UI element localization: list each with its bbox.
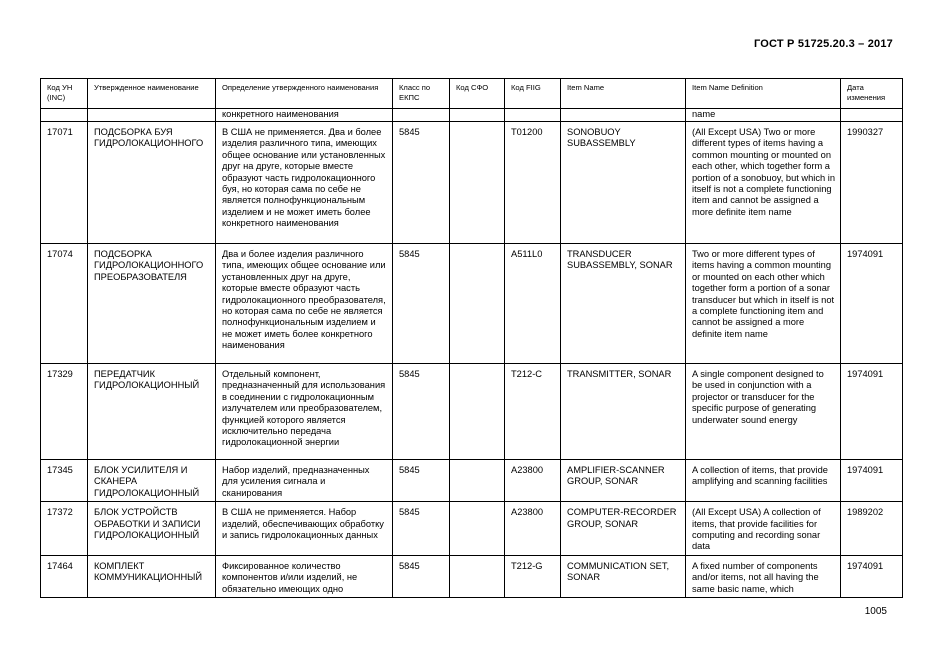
cell-item-def: A fixed number of components and/or items, not all having the same basic name, which [686, 555, 841, 597]
cell-inc [41, 109, 88, 122]
cell-name: ПОДСБОРКА БУЯ ГИДРОЛОКАЦИОННОГО [88, 122, 216, 244]
cell-fiig [505, 109, 561, 122]
cell-definition: конкретного наименования [216, 109, 393, 122]
cell-inc: 17071 [41, 122, 88, 244]
table-row [41, 364, 903, 460]
cell-name: БЛОК УСИЛИТЕЛЯ И СКАНЕРА ГИДРОЛОКАЦИОННЫЙ [88, 460, 216, 502]
cell-date: 1974091 [841, 460, 903, 502]
cell-item-name: AMPLIFIER-SCANNER GROUP, SONAR [561, 460, 686, 502]
cell-sfo [450, 364, 505, 460]
col-header-item-name: Item Name [561, 79, 686, 109]
table-row [41, 502, 903, 556]
cell-definition: Два и более изделия различного типа, имеющих общее основание или установленных друг на друге, которые вместе образуют часть гидролокационного преобразователя, но которая сама по себе не является полнофункциональным изделием и не может иметь более конкретного наименования [216, 244, 393, 364]
cell-item-def: A collection of items, that provide amplifying and scanning facilities [686, 460, 841, 502]
cell-item-name: TRANSDUCER SUBASSEMBLY, SONAR [561, 244, 686, 364]
cell-definition: В США не применяется. Два и более изделия различного типа, имеющих общее основание или установленных друг на друге, которые вместе образуют часть гидролокационного буя, но которая сама по себе не является полнофункциональным изделием и не может иметь более конкретного наименования [216, 122, 393, 244]
cell-fiig: A511L0 [505, 244, 561, 364]
cell-ekps [393, 109, 450, 122]
cell-item-name: TRANSMITTER, SONAR [561, 364, 686, 460]
cell-inc: 17345 [41, 460, 88, 502]
cell-name: КОМПЛЕКТ КОММУНИКАЦИОННЫЙ [88, 555, 216, 597]
cell-sfo [450, 502, 505, 556]
cell-ekps: 5845 [393, 122, 450, 244]
table-header-row [41, 79, 903, 109]
cell-item-name: SONOBUOY SUBASSEMBLY [561, 122, 686, 244]
cell-date: 1974091 [841, 364, 903, 460]
col-header-fiig: Код FIIG [505, 79, 561, 109]
col-header-ekps: Класс по ЕКПС [393, 79, 450, 109]
cell-inc: 17074 [41, 244, 88, 364]
cell-inc: 17329 [41, 364, 88, 460]
table-row [41, 122, 903, 244]
cell-item-def: (All Except USA) Two or more different types of items having a common mounting or mounted on each other, which together form a portion of a sonobuoy, but which in itself is not a complete functioning item and cannot be assigned a more definite item name [686, 122, 841, 244]
cell-fiig: T212-C [505, 364, 561, 460]
cell-name: ПЕРЕДАТЧИК ГИДРОЛОКАЦИОННЫЙ [88, 364, 216, 460]
table-row [41, 555, 903, 597]
cell-fiig: T212-G [505, 555, 561, 597]
cell-date: 1990327 [841, 122, 903, 244]
cell-item-def: A single component designed to be used in conjunction with a projector or transducer for the specific purpose of generating underwater sound energy [686, 364, 841, 460]
cell-sfo [450, 555, 505, 597]
cell-sfo [450, 109, 505, 122]
table-row [41, 460, 903, 502]
document-code: ГОСТ Р 51725.20.3 – 2017 [753, 38, 893, 50]
nomenclature-table [40, 78, 903, 598]
col-header-definition: Определение утвержденного наименования [216, 79, 393, 109]
col-header-inc: Код УН (INC) [41, 79, 88, 109]
cell-ekps: 5845 [393, 460, 450, 502]
table-row [41, 244, 903, 364]
continuation-row [41, 109, 903, 122]
cell-date [841, 109, 903, 122]
cell-item-name: COMPUTER-RECORDER GROUP, SONAR [561, 502, 686, 556]
cell-name [88, 109, 216, 122]
cell-fiig: A23800 [505, 502, 561, 556]
cell-item-name [561, 109, 686, 122]
cell-inc: 17464 [41, 555, 88, 597]
cell-date: 1989202 [841, 502, 903, 556]
cell-ekps: 5845 [393, 502, 450, 556]
cell-definition: Фиксированное количество компонентов и/или изделий, не обязательно имеющих одно [216, 555, 393, 597]
cell-inc: 17372 [41, 502, 88, 556]
cell-date: 1974091 [841, 555, 903, 597]
cell-definition: Набор изделий, предназначенных для усиления сигнала и сканирования [216, 460, 393, 502]
cell-item-def: Two or more different types of items having a common mounting or mounted on each other which together form a portion of a sonar transducer but which in itself is not a complete functioning item and cannot be assigned a more definite item name [686, 244, 841, 364]
cell-sfo [450, 122, 505, 244]
cell-sfo [450, 460, 505, 502]
page-number: 1005 [864, 606, 887, 617]
cell-item-def: name [686, 109, 841, 122]
cell-definition: Отдельный компонент, предназначенный для использования в соединении с гидролокационным излучателем или преобразователем, функцией которого является исключительно передача гидролокационной энергии [216, 364, 393, 460]
col-header-date: Дата изменения [841, 79, 903, 109]
cell-name: БЛОК УСТРОЙСТВ ОБРАБОТКИ И ЗАПИСИ ГИДРОЛОКАЦИОННЫЙ [88, 502, 216, 556]
cell-fiig: T01200 [505, 122, 561, 244]
cell-name: ПОДСБОРКА ГИДРОЛОКАЦИОННОГО ПРЕОБРАЗОВАТЕЛЯ [88, 244, 216, 364]
col-header-item-def: Item Name Definition [686, 79, 841, 109]
col-header-sfo: Код СФО [450, 79, 505, 109]
cell-date: 1974091 [841, 244, 903, 364]
col-header-name: Утвержденное наименование [88, 79, 216, 109]
cell-ekps: 5845 [393, 364, 450, 460]
cell-fiig: A23800 [505, 460, 561, 502]
cell-definition: В США не применяется. Набор изделий, обеспечивающих обработку и запись гидролокационных данных [216, 502, 393, 556]
cell-item-name: COMMUNICATION SET, SONAR [561, 555, 686, 597]
cell-ekps: 5845 [393, 244, 450, 364]
cell-ekps: 5845 [393, 555, 450, 597]
cell-sfo [450, 244, 505, 364]
cell-item-def: (All Except USA) A collection of items, that provide facilities for computing and recording sonar data [686, 502, 841, 556]
